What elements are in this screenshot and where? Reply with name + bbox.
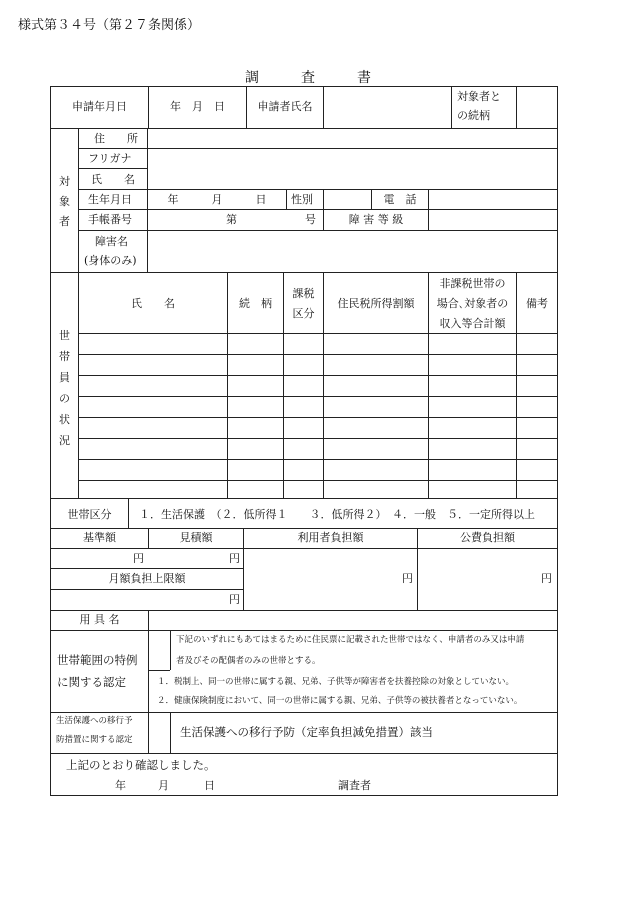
name-label: 氏 名 [91, 173, 135, 186]
col-nontax-line1: 非課税世帯の [439, 277, 506, 290]
subject-group-label-3: 者 [59, 215, 70, 228]
transition-text: 生活保護への移行予防（定率負担減免措置）該当 [180, 725, 433, 739]
col-nontax-line2: 場合､対象者の [436, 297, 509, 310]
relation-label-line1: 対象者と [457, 90, 501, 103]
special-range-item-2: ２．健康保険制度において、同一の世帯に属する親、兄弟、子供等の被扶養者となっていない。 [157, 696, 523, 706]
special-range-intro-line1: 下記のいずれにもあてはまるために住民票に記載された世帯ではなく、申請者のみ又は申請 [176, 635, 525, 645]
user-burden-label: 利用者負担額 [297, 531, 364, 544]
household-group-label-1: 世 [59, 329, 70, 342]
equipment-label: 用 具 名 [79, 613, 120, 626]
address-field[interactable] [148, 129, 557, 148]
special-range-label-line2: に関する認定 [57, 675, 126, 689]
disability-grade-field[interactable] [429, 210, 557, 230]
transition-checkbox[interactable] [149, 713, 170, 753]
handbook-dai: 第 [226, 213, 237, 226]
base-amount-yen[interactable]: 円 [133, 552, 144, 565]
disability-grade-label: 障 害 等 級 [348, 213, 404, 226]
household-category-options[interactable]: １．生活保護 （２．低所得１ ３．低所得２） ４．一般 ５．一定所得以上 [139, 508, 535, 521]
equipment-field[interactable] [149, 611, 557, 630]
estimate-amount-yen[interactable]: 円 [229, 552, 240, 565]
special-range-item-1: １．税制上、同一の世帯に属する親、兄弟、子供等が障害者を扶養控除の対象としていない。 [157, 677, 515, 687]
applicant-name-field[interactable] [324, 98, 451, 118]
handbook-number-label: 手帳番号 [88, 213, 132, 226]
user-burden-yen[interactable]: 円 [402, 572, 413, 585]
monthly-cap-label: 月額負担上限額 [108, 572, 186, 585]
col-notes: 備考 [526, 297, 548, 310]
household-group-label-2: 帯 [59, 350, 70, 363]
confirm-month: 月 [158, 779, 169, 792]
application-date-value[interactable]: 年 月 日 [170, 100, 225, 113]
handbook-go: 号 [305, 213, 316, 226]
household-category-label: 世帯区分 [67, 508, 112, 521]
household-group-label-3: 員 [59, 371, 70, 384]
base-amount-label: 基準額 [83, 531, 116, 544]
sex-label: 性別 [291, 193, 313, 206]
applicant-name-label: 申請者氏名 [257, 100, 313, 113]
application-date-label: 申請年月日 [72, 100, 127, 113]
household-group-label-5: 状 [59, 413, 70, 426]
confirm-statement: 上記のとおり確認しました。 [66, 758, 216, 772]
address-label: 住 所 [94, 132, 138, 145]
relation-field[interactable] [517, 88, 557, 128]
household-group-label-4: の [59, 392, 70, 405]
special-range-label-line1: 世帯範囲の特例 [57, 653, 138, 667]
confirm-day: 日 [204, 779, 215, 792]
relation-label-line2: の続柄 [457, 109, 490, 122]
transition-label-line1: 生活保護への移行予 [56, 716, 133, 726]
subject-group-label-2: 象 [59, 195, 70, 208]
document-title: 調 査 書 [245, 70, 385, 86]
furigana-label: フリガナ [88, 152, 132, 165]
public-burden-label: 公費負担額 [460, 531, 515, 544]
estimate-amount-label: 見積額 [179, 531, 213, 544]
col-nontax-line3: 収入等合計額 [439, 317, 506, 330]
phone-field[interactable] [429, 190, 557, 209]
col-resident-tax: 住民税所得割額 [337, 297, 415, 310]
special-range-checkbox[interactable] [149, 631, 170, 670]
col-tax-line2: 区分 [292, 307, 315, 320]
form-number: 様式第３４号（第２７条関係） [18, 18, 201, 33]
special-range-intro-line2: 者及びその配偶者のみの世帯とする。 [176, 656, 321, 666]
investigator-label: 調査者 [338, 779, 371, 792]
phone-label: 電 話 [383, 193, 417, 206]
confirm-year: 年 [115, 779, 126, 792]
monthly-cap-yen[interactable]: 円 [229, 593, 240, 606]
household-group-label-6: 況 [59, 434, 70, 447]
sex-field[interactable] [324, 190, 371, 209]
disability-name-label-line1: 障害名 [95, 235, 128, 248]
col-member-name: 氏 名 [131, 297, 175, 310]
transition-label-line2: 防措置に関する認定 [56, 735, 133, 745]
subject-group-label-1: 対 [59, 175, 70, 188]
public-burden-yen[interactable]: 円 [541, 572, 552, 585]
col-tax-line1: 課税 [292, 287, 315, 300]
disability-name-label-line2: (身体のみ) [84, 254, 137, 267]
subject-name-field[interactable] [148, 149, 557, 189]
birth-date-label: 生年月日 [88, 193, 132, 206]
col-relation: 続 柄 [239, 297, 272, 310]
birth-date-value[interactable]: 年 月 日 [167, 193, 267, 206]
disability-name-field[interactable] [148, 231, 557, 272]
